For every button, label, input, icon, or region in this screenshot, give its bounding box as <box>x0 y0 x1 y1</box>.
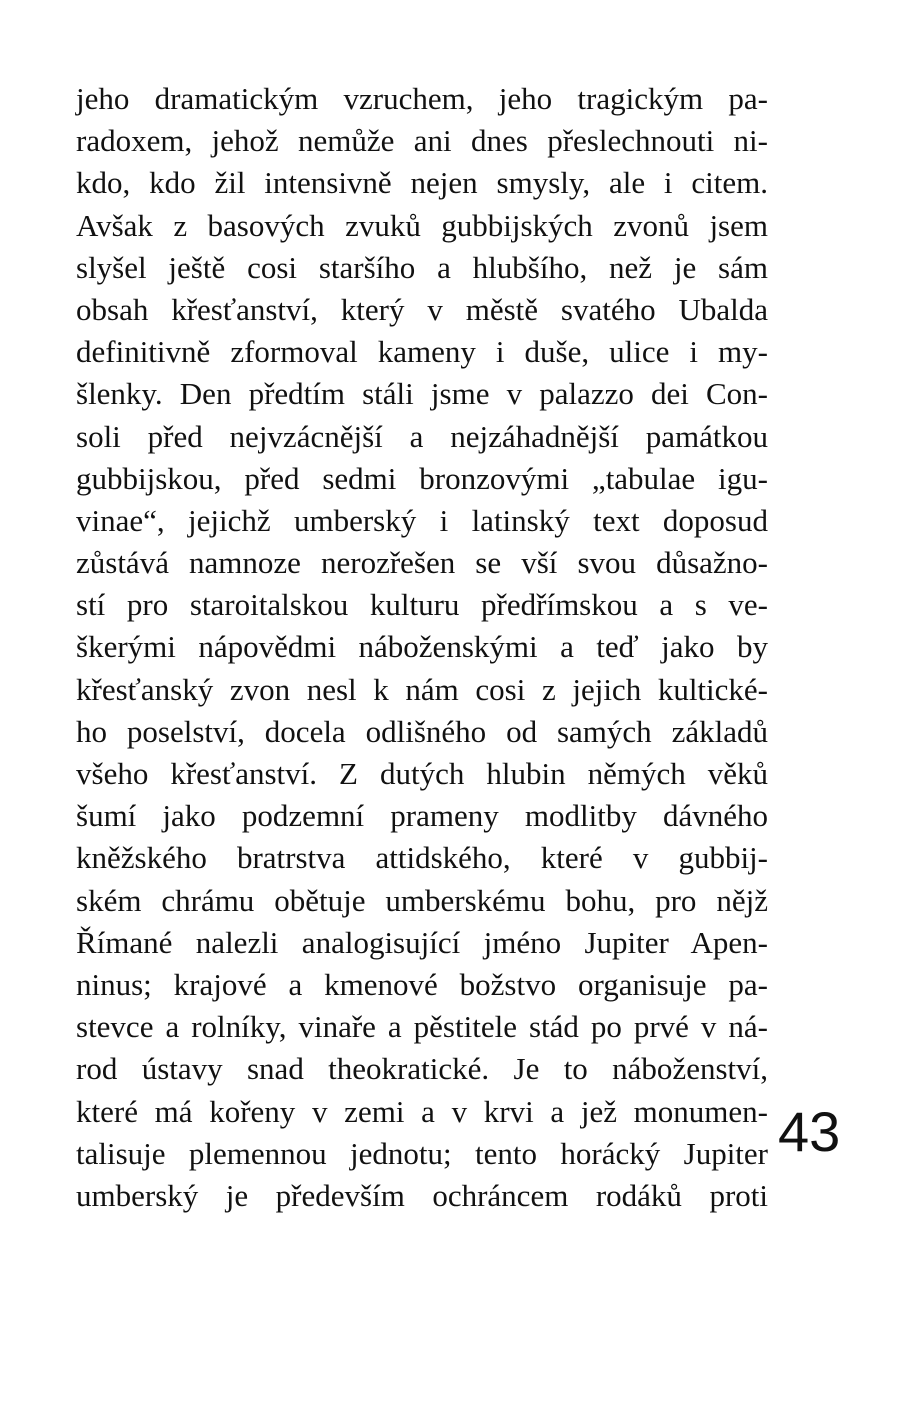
text-line: Avšak z basových zvuků gubbijských zvonů jsem <box>76 207 768 243</box>
text-line: gubbijskou, před sedmi bronzovými „tabulae igu- <box>76 460 768 496</box>
text-line: slyšel ještě cosi staršího a hlubšího, než je sám <box>76 249 768 285</box>
text-line: šlenky. Den předtím stáli jsme v palazzo dei Con- <box>76 376 768 412</box>
text-line: stevce a rolníky, vinaře a pěstitele stád po prvé v ná- <box>76 1009 768 1045</box>
text-line: rod ústavy snad theokratické. Je to náboženství, <box>76 1051 768 1087</box>
text-line: zůstává namnoze nerozřešen se vší svou důsažno- <box>76 545 768 581</box>
text-line: obsah křesťanství, který v městě svatého Ubalda <box>76 291 768 327</box>
text-line: stí pro staroitalskou kulturu předřímskou a s ve- <box>76 587 768 623</box>
text-line: škerými nápovědmi náboženskými a teď jako by <box>76 629 768 665</box>
text-line: kdo, kdo žil intensivně nejen smysly, ale i citem. <box>76 165 768 201</box>
text-line: umberský je především ochráncem rodáků proti <box>76 1177 768 1213</box>
text-line: šumí jako podzemní prameny modlitby dávného <box>76 798 768 834</box>
text-line: které má kořeny v zemi a v krvi a jež monumen- <box>76 1093 768 1129</box>
text-line: všeho křesťanství. Z dutých hlubin němých věků <box>76 756 768 791</box>
page-number: 43 <box>778 1100 841 1163</box>
text-line: ho poselství, docela odlišného od samých základů <box>76 713 768 749</box>
text-line: definitivně zformoval kameny i duše, ulice i my- <box>76 334 768 370</box>
text-line: ninus; krajové a kmenové božstvo organisuje pa- <box>76 966 768 1002</box>
text-line: soli před nejvzácnější a nejzáhadnější památkou <box>76 418 768 454</box>
text-line: ském chrámu obětuje umberskému bohu, pro nějž <box>76 882 768 918</box>
body-text <box>76 78 768 1217</box>
text-line: jeho dramatickým vzruchem, jeho tragickým pa- <box>76 81 768 116</box>
text-line: vinae“, jejichž umberský i latinský text doposud <box>76 502 768 538</box>
text-line: radoxem, jehož nemůže ani dnes přeslechnouti ni- <box>76 123 768 159</box>
text-line: talisuje plemennou jednotu; tento horácký Jupiter <box>76 1135 768 1171</box>
text-line: kněžského bratrstva attidského, které v gubbij- <box>76 840 768 876</box>
text-line: křesťanský zvon nesl k nám cosi z jejich kultické- <box>76 671 768 707</box>
text-line: Římané nalezli analogisující jméno Jupiter Apen- <box>76 924 768 960</box>
